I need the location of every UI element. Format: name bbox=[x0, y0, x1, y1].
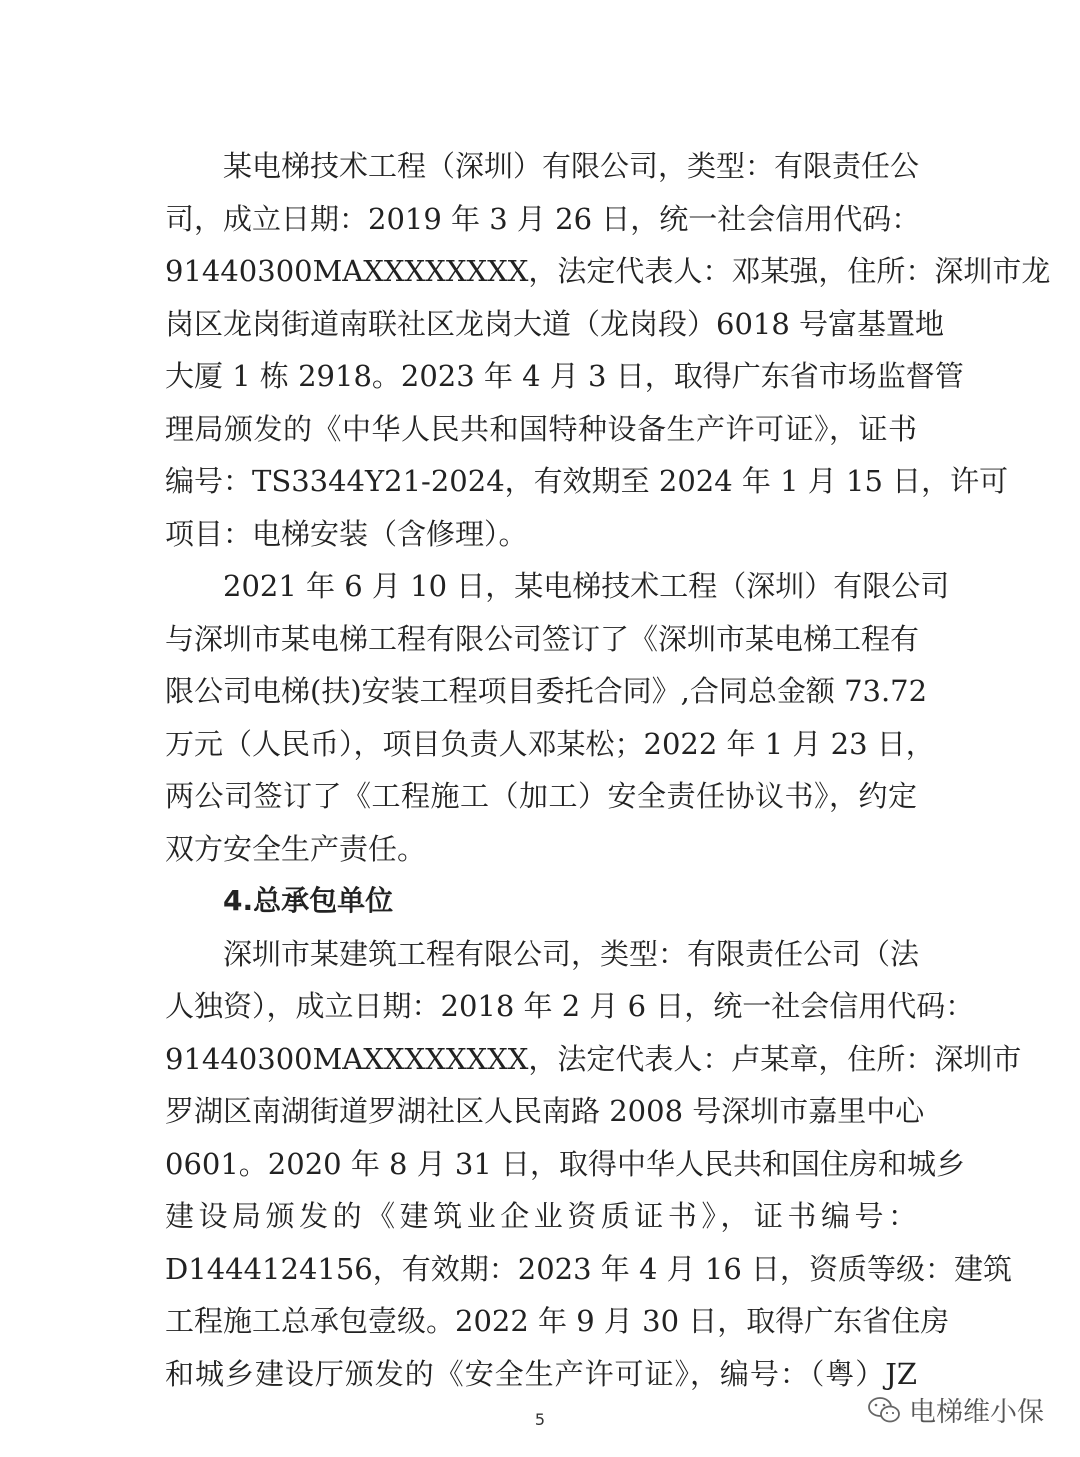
text-line: 限公司电梯(扶)安装工程项目委托合同》,合同总金额 73.72 bbox=[165, 674, 928, 708]
text-line: 2021 年 6 月 10 日，某电梯技术工程（深圳）有限公司 bbox=[223, 569, 950, 603]
text-line: 工程施工总承包壹级。2022 年 9 月 30 日，取得广东省住房 bbox=[165, 1304, 950, 1338]
text-line: 某电梯技术工程（深圳）有限公司，类型：有限责任公 bbox=[223, 149, 920, 183]
text-line: 罗湖区南湖街道罗湖社区人民南路 2008 号深圳市嘉里中心 bbox=[165, 1094, 925, 1128]
page-number: 5 bbox=[534, 1410, 546, 1429]
text-line: 与深圳市某电梯工程有限公司签订了《深圳市某电梯工程有 bbox=[165, 621, 920, 656]
text-line: 大厦 1 栋 2918。2023 年 4 月 3 日，取得广东省市场监督管 bbox=[165, 359, 964, 393]
text-line: 双方安全生产责任。 bbox=[165, 831, 427, 866]
text-line: 编号：TS3344Y21-2024，有效期至 2024 年 1 月 15 日，许可 bbox=[165, 464, 1009, 498]
text-line: 人独资），成立日期：2018 年 2 月 6 日，统一社会信用代码： bbox=[165, 989, 975, 1023]
text-line: 91440300MAXXXXXXXX，法定代表人：卢某章，住所：深圳市 bbox=[165, 1041, 1022, 1076]
wechat-icon bbox=[867, 1395, 901, 1425]
text-line: 两公司签订了《工程施工（加工）安全责任协议书》，约定 bbox=[165, 779, 917, 813]
text-line: 万元（人民币），项目负责人邓某松；2022 年 1 月 23 日， bbox=[165, 726, 935, 761]
watermark bbox=[867, 1390, 1044, 1429]
text-line: 深圳市某建筑工程有限公司，类型：有限责任公司（法 bbox=[223, 936, 920, 971]
text-line: 建设局颁发的《建筑业企业资质证书》，证书编号： bbox=[165, 1199, 917, 1233]
section-heading: 4.总承包单位 bbox=[223, 884, 394, 917]
paragraph-company-elevator bbox=[165, 140, 1051, 560]
text-line: 和城乡建设厅颁发的《安全生产许可证》，编号：（粤）JZ bbox=[165, 1356, 917, 1391]
text-line: 岗区龙岗街道南联社区龙岗大道（龙岗段）6018 号富基置地 bbox=[165, 306, 945, 341]
text-line: D1444124156，有效期：2023 年 4 月 16 日，资质等级：建筑 bbox=[165, 1251, 1013, 1286]
text-line: 司，成立日期：2019 年 3 月 26 日，统一社会信用代码： bbox=[165, 201, 921, 236]
text-line: 项目：电梯安装（含修理）。 bbox=[165, 516, 528, 551]
document-body bbox=[165, 140, 1051, 1400]
text-line: 理局颁发的《中华人民共和国特种设备生产许可证》，证书 bbox=[165, 411, 917, 446]
text-line: 0601。2020 年 8 月 31 日，取得中华人民共和国住房和城乡 bbox=[165, 1146, 966, 1181]
paragraph-contract bbox=[165, 560, 950, 875]
paragraph-general-contractor bbox=[165, 928, 1022, 1401]
text-line: 91440300MAXXXXXXXX，法定代表人：邓某强，住所：深圳市龙 bbox=[165, 254, 1051, 288]
watermark-text: 电梯维小保 bbox=[909, 1397, 1044, 1428]
